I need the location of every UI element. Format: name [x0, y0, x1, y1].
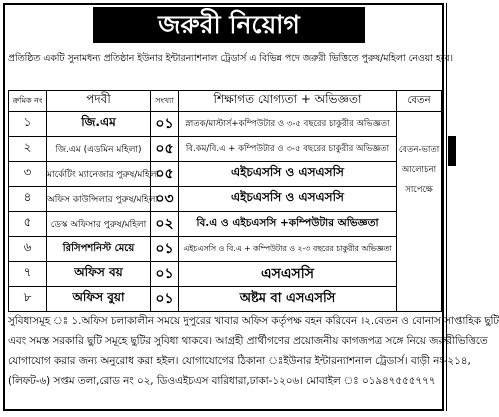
- salary-line: সাপেক্ষে: [405, 185, 433, 195]
- row-post: অফিস কাউন্সিলার পুরুষ/মহিলা: [47, 187, 151, 212]
- row-count: ০৫: [151, 137, 179, 162]
- row-post: জি.এম: [47, 112, 151, 137]
- row-post: ডেস্ক অফিসার পুরুষ/মহিলা: [47, 212, 151, 237]
- table-row: [9, 237, 442, 262]
- row-serial: ৪: [9, 187, 47, 212]
- row-count: ০৫: [151, 162, 179, 187]
- row-serial: ২: [9, 137, 47, 162]
- job-advertisement: [3, 3, 499, 411]
- row-count: ০১: [151, 112, 179, 137]
- row-qualification: এইচএসসি ও বি.এ + কম্পিউটার ও ২-৩ বছরের চাকুরীর অভিজ্ঞতা: [179, 237, 397, 262]
- row-count: ০৩: [151, 187, 179, 212]
- salary-line: বেতন-ভাতা: [398, 145, 440, 155]
- row-post: অফিস বয়: [47, 262, 151, 287]
- adjacent-ad-bar: [448, 136, 456, 166]
- row-qualification: অষ্টম বা এসএসসি: [179, 287, 397, 312]
- row-qualification: বি.কম/বি.এ + কম্পিউটার ও ৩-৫ বছরের চাকুরীর অভিজ্ঞতা: [179, 137, 397, 162]
- row-post: রিসিপশনিস্ট মেয়ে: [47, 237, 151, 262]
- row-qualification: এইচএসসি ও এসএসসি: [179, 187, 397, 212]
- row-qualification: স্নাতক/মাস্টার্স+কম্পিউটার ও ৩-৫ বছরের চাকুরীর অভিজ্ঞতা: [179, 112, 397, 137]
- row-post: মার্কেটিং ম্যানেজার পুরুষ/মহিলা: [47, 162, 151, 187]
- table-row: [9, 112, 442, 137]
- table-row: [9, 262, 442, 287]
- table-row: [9, 137, 442, 162]
- row-count: ০২: [151, 212, 179, 237]
- row-serial: ৬: [9, 237, 47, 262]
- row-qualification: এসএসসি: [179, 262, 397, 287]
- header-qualification: শিক্ষাগত যোগ্যতা + অভিজ্ঞতা: [179, 91, 397, 112]
- footer-line: এবং সমস্ত সরকারি ছুটি সমূহে ছুটির সুবিধা থাকবে। আগ্রহী প্রার্থীগণের প্রয়োজনীয় কাগজপত্র সঙ্গে নিয়ে জরুরীভিত্তিতে: [8, 335, 488, 347]
- vacancy-table: [8, 90, 442, 312]
- row-qualification: এইচএসসি ও এসএসসি: [179, 162, 397, 187]
- header-post: পদবী: [47, 91, 151, 112]
- row-serial: ৭: [9, 262, 47, 287]
- row-post: জি.এম (এডমিন মহিলা): [47, 137, 151, 162]
- table-row: [9, 212, 442, 237]
- table-row: [9, 287, 442, 312]
- row-serial: ৩: [9, 162, 47, 187]
- table-row: [9, 162, 442, 187]
- salary-cell: [397, 112, 442, 312]
- adjacent-ad-edge: [446, 3, 456, 411]
- row-count: ০১: [151, 287, 179, 312]
- footer-line: যোগাযোগ করার জন্য অনুরোধ করা হইল। যোগাযোগের ঠিকানা ঃইউনার ইন্টারন্যাশনাল ট্রেডার্স। বাড়ী নং-২১৪,: [8, 355, 471, 367]
- footer-line: সুবিধাসমূহ ঃ ১.অফিস চলাকালীন সময়ে দুপুরের খাবার অফিস কর্তৃপক্ষ বহন করিবেন ।২.বেতন ও বোনাস সাপ্তাহিক ছুটি: [8, 315, 499, 327]
- row-serial: ৮: [9, 287, 47, 312]
- header-serial: ক্রমিক নং: [9, 91, 47, 112]
- header-count: সংখ্যা: [151, 91, 179, 112]
- header-salary: বেতন: [397, 91, 442, 112]
- headline-banner: জরুরী নিয়োগ: [93, 7, 365, 43]
- row-count: ০১: [151, 237, 179, 262]
- row-count: ০১: [151, 262, 179, 287]
- intro-text: প্রতিষ্ঠিত একটি সুনামধন্য প্রতিষ্ঠান ইউনার ইন্টারন্যাশনাল ট্রেডার্স এ বিভিন্ন পদে জরুরী ভিত্তিতে পুরুষ/মহিলা নেওয়া হবে।: [8, 53, 453, 64]
- row-serial: ১: [9, 112, 47, 137]
- row-qualification: বি.এ ও এইচএসসি +কম্পিউটার অভিজ্ঞতা: [179, 212, 397, 237]
- row-post: অফিস বুয়া: [47, 287, 151, 312]
- salary-line: আলোচনা: [401, 165, 437, 175]
- table-row: [9, 187, 442, 212]
- benefits-and-contact: [8, 311, 499, 411]
- footer-line: (লিফট-৬) সপ্তম তলা,রোড নং ০২, ডিওএইচএস বারিধারা,ঢাকা-১২০৬। মোবাইল ঃ ০১৯৪৭৫৫৫৭৭৭: [8, 375, 436, 387]
- row-serial: ৫: [9, 212, 47, 237]
- table-header-row: [9, 91, 442, 112]
